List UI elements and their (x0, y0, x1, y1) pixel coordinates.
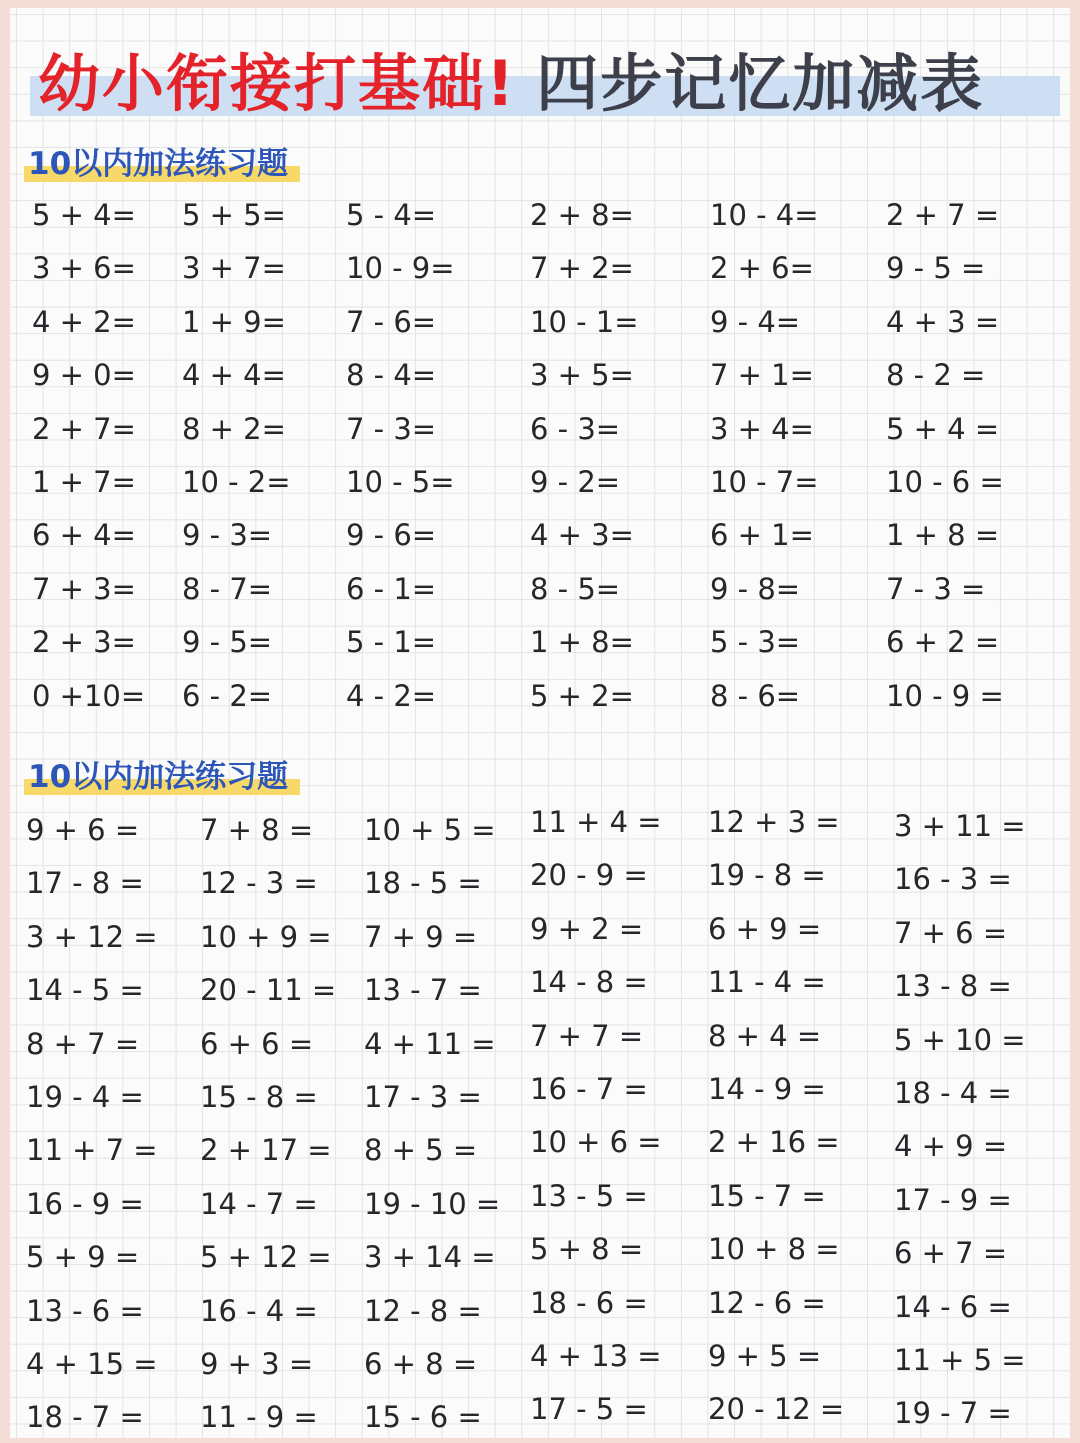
math-problem: 10 - 1= (530, 304, 639, 339)
math-problem: 19 - 4 = (26, 1080, 144, 1114)
math-problem: 10 - 6 = (886, 465, 1004, 499)
math-problem: 16 - 3 = (894, 862, 1012, 897)
math-problem: 3 + 6= (32, 251, 136, 286)
math-problem: 10 + 6 = (530, 1125, 662, 1160)
math-problem: 5 + 4 = (886, 411, 1000, 446)
math-problem: 2 + 17 = (200, 1133, 332, 1168)
title-part-2: 四步记忆加减表 (536, 47, 985, 120)
math-problem: 2 + 8= (530, 198, 634, 232)
math-problem: 11 + 5 = (894, 1343, 1026, 1377)
math-problem: 8 - 7= (182, 571, 273, 606)
math-problem: 7 + 2= (530, 251, 634, 286)
math-problem: 4 + 15 = (26, 1347, 158, 1381)
math-problem: 14 - 6 = (894, 1289, 1012, 1324)
math-problem: 9 - 5 = (886, 251, 986, 286)
math-problem: 6 + 7 = (894, 1236, 1008, 1271)
math-problem: 5 + 12 = (200, 1240, 332, 1275)
math-problem: 9 - 6= (346, 518, 437, 553)
math-problem: 1 + 7= (32, 465, 136, 499)
math-problem: 4 + 9 = (894, 1129, 1008, 1164)
math-problem: 10 - 2= (182, 465, 291, 499)
math-problem: 9 - 3= (182, 518, 273, 553)
math-problem: 8 - 5= (530, 571, 621, 606)
math-problem: 7 + 6 = (894, 915, 1008, 950)
math-problem: 5 + 4= (32, 198, 136, 232)
math-problem: 4 - 2= (346, 678, 437, 713)
math-problem: 5 + 2= (530, 678, 634, 713)
math-problem: 6 + 2 = (886, 625, 1000, 660)
math-problem: 5 - 4= (346, 198, 437, 232)
math-problem: 0 +10= (32, 678, 146, 713)
math-problem: 17 - 5 = (530, 1392, 648, 1427)
math-problem: 3 + 4= (710, 411, 814, 446)
math-problem: 1 + 8 = (886, 518, 1000, 553)
math-problem: 11 + 4 = (530, 805, 662, 839)
math-problem: 5 + 8 = (530, 1232, 644, 1267)
math-problem: 16 - 7 = (530, 1072, 648, 1106)
math-problem: 18 - 5 = (364, 866, 482, 901)
math-problem: 7 - 3 = (886, 571, 986, 606)
math-problem: 2 + 7= (32, 411, 136, 446)
math-problem: 19 - 10 = (364, 1186, 501, 1221)
math-problem: 8 - 4= (346, 358, 437, 393)
math-problem: 6 + 9 = (708, 911, 822, 946)
math-problem: 15 - 8 = (200, 1080, 318, 1114)
math-problem: 5 - 1= (346, 625, 437, 660)
math-problem: 6 - 3= (530, 411, 621, 446)
math-problem: 20 - 12 = (708, 1392, 845, 1427)
math-problem: 13 - 8 = (894, 969, 1012, 1004)
math-problem: 7 + 3= (32, 571, 136, 606)
math-problem: 9 - 4= (710, 304, 801, 339)
math-problem: 10 - 7= (710, 465, 819, 499)
math-problem: 9 + 0= (32, 358, 136, 393)
math-problem: 18 - 6 = (530, 1285, 648, 1320)
math-problem: 5 + 10 = (894, 1022, 1026, 1057)
math-problem: 14 - 8 = (530, 965, 648, 1000)
section-2-heading (24, 757, 292, 797)
math-problem: 16 - 4 = (200, 1293, 318, 1328)
math-problem: 7 + 1= (710, 358, 814, 393)
math-problem: 11 - 9 = (200, 1400, 318, 1435)
math-problem: 10 - 9= (346, 251, 455, 286)
math-problem: 10 + 9 = (200, 919, 332, 954)
math-problem: 4 + 4= (182, 358, 286, 393)
section-1-heading-text: 10以内加法练习题 (28, 146, 289, 182)
math-problem: 10 + 5 = (364, 813, 496, 847)
section-1-heading (24, 144, 292, 184)
math-problem: 19 - 8 = (708, 858, 826, 893)
math-problem: 12 - 8 = (364, 1293, 482, 1328)
math-problem: 1 + 8= (530, 625, 634, 660)
math-problem: 3 + 14 = (364, 1240, 496, 1275)
math-problem: 12 - 6 = (708, 1285, 826, 1320)
math-problem: 15 - 7 = (708, 1178, 826, 1213)
math-problem: 18 - 7 = (26, 1400, 144, 1435)
math-problem: 8 + 5 = (364, 1133, 478, 1168)
math-problem: 13 - 7 = (364, 973, 482, 1008)
math-problem: 4 + 3 = (886, 304, 1000, 339)
math-problem: 9 + 3 = (200, 1347, 314, 1381)
math-problem: 6 + 8 = (364, 1347, 478, 1381)
math-problem: 6 + 4= (32, 518, 136, 553)
math-problem: 7 + 7 = (530, 1018, 644, 1053)
math-problem: 7 - 3= (346, 411, 437, 446)
math-problem: 7 - 6= (346, 304, 437, 339)
math-problem: 9 + 6 = (26, 813, 140, 847)
math-problem: 5 - 3= (710, 625, 801, 660)
math-problem: 2 + 3= (32, 625, 136, 660)
math-problem: 6 + 6 = (200, 1026, 314, 1061)
math-problem: 3 + 11 = (894, 809, 1026, 843)
math-problem: 6 + 1= (710, 518, 814, 553)
math-problem: 10 - 5= (346, 465, 455, 499)
math-problem: 7 + 8 = (200, 813, 314, 847)
math-problem: 17 - 3 = (364, 1080, 482, 1114)
math-problem: 7 + 9 = (364, 919, 478, 954)
math-problem: 9 + 2 = (530, 911, 644, 946)
math-problem: 4 + 13 = (530, 1339, 662, 1373)
math-problem: 4 + 11 = (364, 1026, 496, 1061)
math-problem: 8 + 4 = (708, 1018, 822, 1053)
math-problem: 19 - 7 = (894, 1396, 1012, 1431)
math-problem: 12 + 3 = (708, 805, 840, 839)
page-title (38, 44, 984, 124)
math-problem: 14 - 7 = (200, 1186, 318, 1221)
math-problem: 10 + 8 = (708, 1232, 840, 1267)
math-problem: 10 - 4= (710, 198, 819, 232)
math-problem: 13 - 6 = (26, 1293, 144, 1328)
math-problem: 8 - 2 = (886, 358, 986, 393)
worksheet-page (10, 8, 1070, 1438)
math-problem: 3 + 12 = (26, 919, 158, 954)
section-2-heading-text: 10以内加法练习题 (28, 759, 289, 795)
math-problem: 5 + 5= (182, 198, 286, 232)
math-problem: 6 - 2= (182, 678, 273, 713)
math-problem: 2 + 16 = (708, 1125, 840, 1160)
math-problem: 8 + 2= (182, 411, 286, 446)
title-part-1: 幼小衔接打基础! (38, 47, 517, 120)
math-problem: 12 - 3 = (200, 866, 318, 901)
math-problem: 11 + 7 = (26, 1133, 158, 1168)
math-problem: 8 + 7 = (26, 1026, 140, 1061)
math-problem: 14 - 5 = (26, 973, 144, 1008)
math-problem: 9 + 5 = (708, 1339, 822, 1373)
math-problem: 9 - 5= (182, 625, 273, 660)
math-problem: 3 + 7= (182, 251, 286, 286)
math-problem: 2 + 7 = (886, 198, 1000, 232)
math-problem: 5 + 9 = (26, 1240, 140, 1275)
math-problem: 4 + 2= (32, 304, 136, 339)
math-problem: 16 - 9 = (26, 1186, 144, 1221)
math-problem: 10 - 9 = (886, 678, 1004, 713)
math-problem: 11 - 4 = (708, 965, 826, 1000)
math-problem: 13 - 5 = (530, 1178, 648, 1213)
math-problem: 18 - 4 = (894, 1076, 1012, 1110)
math-problem: 3 + 5= (530, 358, 634, 393)
math-problem: 2 + 6= (710, 251, 814, 286)
math-problem: 6 - 1= (346, 571, 437, 606)
math-problem: 8 - 6= (710, 678, 801, 713)
math-problem: 17 - 9 = (894, 1182, 1012, 1217)
math-problem: 20 - 9 = (530, 858, 648, 893)
math-problem: 15 - 6 = (364, 1400, 482, 1435)
math-problem: 9 - 8= (710, 571, 801, 606)
math-problem: 14 - 9 = (708, 1072, 826, 1106)
math-problem: 1 + 9= (182, 304, 286, 339)
math-problem: 20 - 11 = (200, 973, 337, 1008)
math-problem: 9 - 2= (530, 465, 621, 499)
math-problem: 17 - 8 = (26, 866, 144, 901)
math-problem: 4 + 3= (530, 518, 634, 553)
